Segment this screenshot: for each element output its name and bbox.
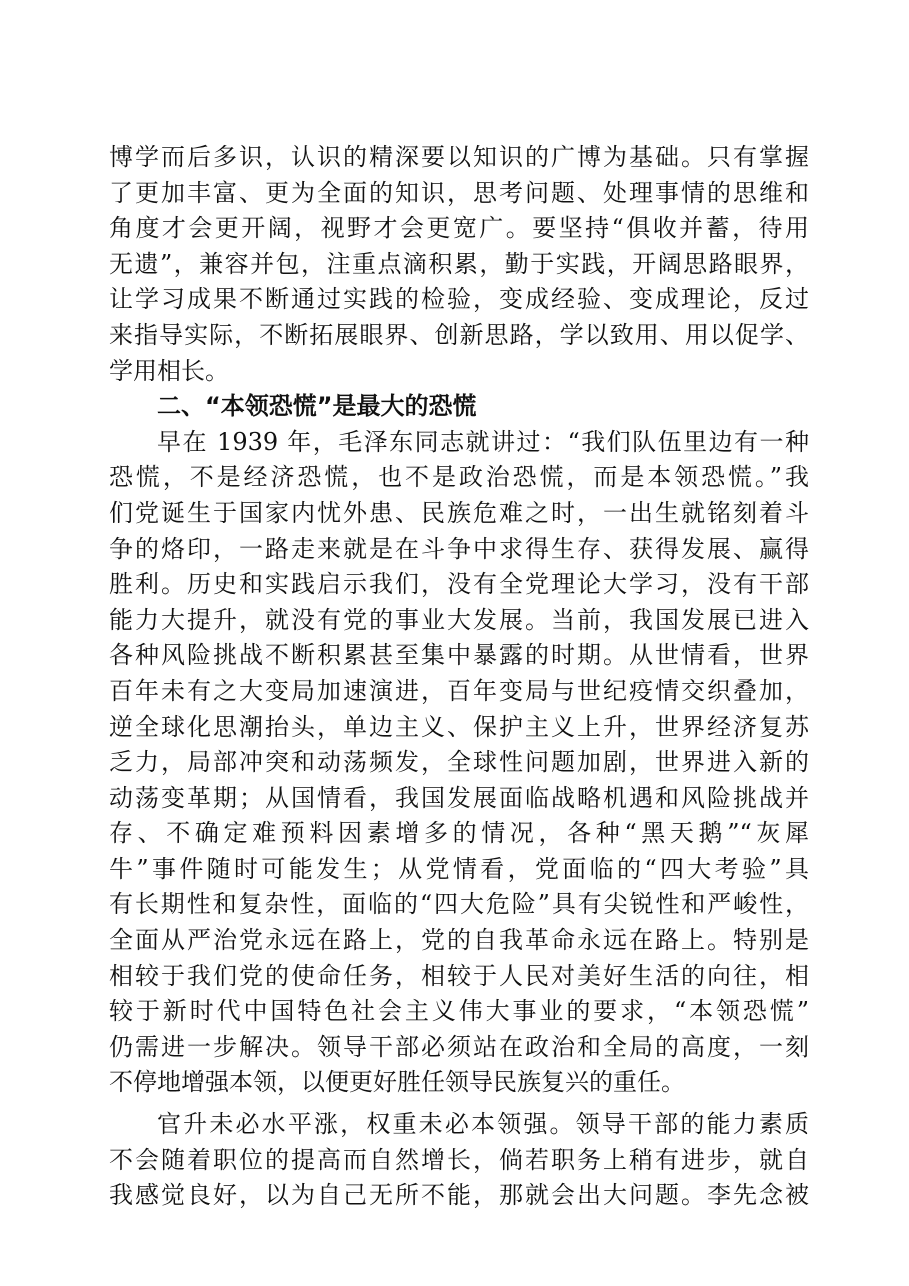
text-line: 学用相长。 <box>109 356 229 385</box>
text-line: 牛”事件随时可能发生；从党情看，党面临的“四大考验”具 <box>109 854 809 883</box>
text-line: 百年未有之大变局加速演进，百年变局与世纪疫情交织叠加， <box>109 676 809 705</box>
paragraph <box>109 140 809 389</box>
text-line: 各种风险挑战不断积累甚至集中暴露的时期。从世情看，世界 <box>109 641 809 670</box>
text-line: 早在 1939 年，毛泽东同志就讲过：“我们队伍里边有一种 <box>157 427 809 456</box>
text-line: 动荡变革期；从国情看，我国发展面临战略机遇和风险挑战并 <box>109 783 809 812</box>
text-line: 们党诞生于国家内忧外患、民族危难之时，一出生就铭刻着斗 <box>109 498 809 527</box>
text-line: 来指导实际，不断拓展眼界、创新思路，学以致用、用以促学、 <box>109 320 809 349</box>
text-line: 胜利。历史和实践启示我们，没有全党理论大学习，没有干部 <box>109 570 809 599</box>
paragraph <box>109 1107 809 1214</box>
text-line: 恐慌，不是经济恐慌，也不是政治恐慌，而是本领恐慌。”我 <box>109 463 809 492</box>
text-line: 官升未必水平涨，权重未必本领强。领导干部的能力素质 <box>157 1110 809 1139</box>
text-line: 乏力，局部冲突和动荡频发，全球性问题加剧，世界进入新的 <box>109 748 809 777</box>
text-line: 较于新时代中国特色社会主义伟大事业的要求，“本领恐慌” <box>109 997 809 1026</box>
text-line: 相较于我们党的使命任务，相较于人民对美好生活的向往，相 <box>109 961 809 990</box>
document-body <box>109 140 809 1214</box>
text-line: 不停地增强本领，以便更好胜任领导民族复兴的重任。 <box>109 1068 685 1097</box>
text-line: 让学习成果不断通过实践的检验，变成经验、变成理论，反过 <box>109 285 809 314</box>
text-line: 了更加丰富、更为全面的知识，思考问题、处理事情的思维和 <box>109 178 809 207</box>
text-line: 能力大提升，就没有党的事业大发展。当前，我国发展已进入 <box>109 605 809 634</box>
text-line: 不会随着职位的提高而自然增长，倘若职务上稍有进步，就自 <box>109 1145 809 1174</box>
text-line: 有长期性和复杂性，面临的“四大危险”具有尖锐性和严峻性， <box>109 890 809 919</box>
text-line: 博学而后多识，认识的精深要以知识的广博为基础。只有掌握 <box>109 143 809 171</box>
text-line: 我感觉良好，以为自己无所不能，那就会出大问题。李先念被 <box>109 1181 809 1210</box>
text-line: 争的烙印，一路走来就是在斗争中求得生存、获得发展、赢得 <box>109 534 809 563</box>
text-line: 角度才会更开阔，视野才会更宽广。要坚持“俱收并蓄，待用 <box>109 214 809 243</box>
section-heading: 二、“本领恐慌”是最大的恐慌 <box>157 392 477 421</box>
text-line: 存、不确定难预料因素增多的情况，各种“黑天鹅”“灰犀 <box>109 819 809 848</box>
text-line: 全面从严治党永远在路上，党的自我革命永远在路上。特别是 <box>109 926 809 955</box>
text-line: 仍需进一步解决。领导干部必须站在政治和全局的高度，一刻 <box>109 1032 809 1061</box>
text-line: 逆全球化思潮抬头，单边主义、保护主义上升，世界经济复苏 <box>109 712 809 741</box>
text-line: 无遗”，兼容并包，注重点滴积累，勤于实践，开阔思路眼界， <box>109 249 809 278</box>
paragraph <box>109 425 809 1101</box>
